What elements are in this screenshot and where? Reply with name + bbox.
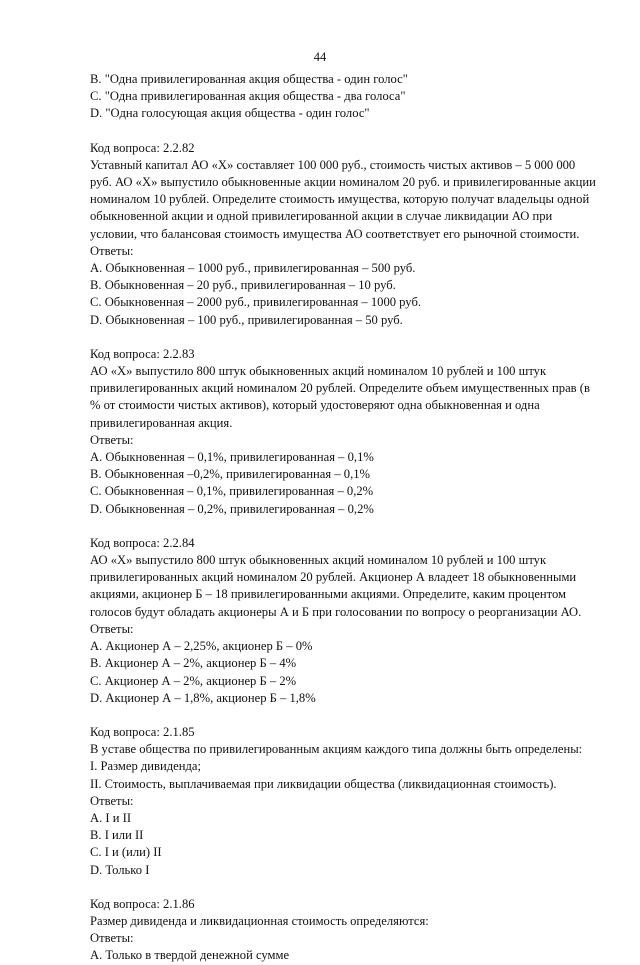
answer-option: D. Акционер А – 1,8%, акционер Б – 1,8% xyxy=(90,690,316,705)
question-text-line: привилегированных акций номиналом 20 рублей. Акционер А владеет 18 обыкновенными xyxy=(90,570,577,585)
question-code: Код вопроса: 2.1.86 xyxy=(90,896,195,911)
answer-option: D. Обыкновенная – 100 руб., привилегированная – 50 руб. xyxy=(90,312,403,327)
answer-option: C. Акционер А – 2%, акционер Б – 2% xyxy=(90,673,297,688)
intro-options xyxy=(90,71,610,123)
answer-option: B. "Одна привилегированная акция общества - один голос" xyxy=(90,72,408,86)
question-text-line: Размер дивиденда и ликвидационная стоимость определяются: xyxy=(90,913,429,928)
answer-option: A. I и II xyxy=(90,810,132,825)
question-text-line: АО «Х» выпустило 800 штук обыкновенных акций номиналом 10 рублей и 100 штук xyxy=(90,364,547,379)
question-2-2-83 xyxy=(90,346,610,518)
question-code: Код вопроса: 2.2.83 xyxy=(90,346,195,361)
answer-option: C. I и (или) II xyxy=(90,845,162,860)
question-text-line: руб. АО «Х» выпустило обыкновенные акции номиналом 20 руб. и привилегированные акции xyxy=(90,175,596,190)
question-code: Код вопроса: 2.2.82 xyxy=(90,140,195,155)
answer-option: D. "Одна голосующая акция общества - один голос" xyxy=(90,106,370,121)
answer-option: B. I или II xyxy=(90,828,144,843)
question-text-line: Уставный капитал АО «Х» составляет 100 000 руб., стоимость чистых активов – 5 000 000 xyxy=(90,157,576,172)
answers-label: Ответы: xyxy=(90,432,134,447)
answers-label: Ответы: xyxy=(90,243,134,258)
question-text-line: II. Стоимость, выплачиваемая при ликвидации общества (ликвидационная стоимость). xyxy=(90,776,557,791)
answer-option: D. Обыкновенная – 0,2%, привилегированная – 0,2% xyxy=(90,501,374,516)
question-text-line: условии, что балансовая стоимость имущества АО соответствует его рыночной стоимости. xyxy=(90,226,580,241)
question-code: Код вопроса: 2.2.84 xyxy=(90,535,195,550)
answer-option: A. Обыкновенная – 1000 руб., привилегированная – 500 руб. xyxy=(90,261,416,276)
answer-option: C. "Одна привилегированная акция общества - два голоса" xyxy=(90,89,406,104)
answer-option: A. Акционер А – 2,25%, акционер Б – 0% xyxy=(90,639,313,654)
question-2-1-86 xyxy=(90,896,610,965)
question-2-1-85 xyxy=(90,724,610,879)
page-content xyxy=(90,71,610,965)
question-text-line: % от стоимости чистых активов), который удостоверяют одна обыкновенная и одна xyxy=(90,398,540,413)
question-text-line: АО «Х» выпустило 800 штук обыкновенных акций номиналом 10 рублей и 100 штук xyxy=(90,553,547,568)
question-text-line: обыкновенной акции и одной привилегированной акции в случае ликвидации АО при xyxy=(90,209,553,224)
answers-label: Ответы: xyxy=(90,621,134,636)
question-text-line: В уставе общества по привилегированным акциям каждого типа должны быть определены: xyxy=(90,742,583,757)
answer-option: A. Обыкновенная – 0,1%, привилегированная – 0,1% xyxy=(90,450,374,465)
question-code: Код вопроса: 2.1.85 xyxy=(90,724,195,739)
question-2-2-82 xyxy=(90,140,610,329)
answer-option: B. Акционер А – 2%, акционер Б – 4% xyxy=(90,656,297,671)
question-2-2-84 xyxy=(90,535,610,707)
question-text-line: I. Размер дивиденда; xyxy=(90,759,201,774)
question-text-line: номиналом 10 рублей. Определите стоимость имущества, которую получат владельцы одной xyxy=(90,192,590,207)
answer-option: B. Обыкновенная –0,2%, привилегированная – 0,1% xyxy=(90,467,371,482)
answer-option: D. Только I xyxy=(90,862,150,877)
question-text-line: акциями, акционер Б – 18 привилегированными акциями. Определите, каким процентом xyxy=(90,587,567,602)
answer-option: B. Обыкновенная – 20 руб., привилегированная – 10 руб. xyxy=(90,278,396,293)
answer-option: A. Только в твердой денежной сумме xyxy=(90,948,290,963)
answer-option: C. Обыкновенная – 0,1%, привилегированная – 0,2% xyxy=(90,484,374,499)
question-text-line: привилегированная акция. xyxy=(90,415,233,430)
answers-label: Ответы: xyxy=(90,931,134,946)
question-text-line: привилегированных акций номиналом 20 рублей. Определите объем имущественных прав (в xyxy=(90,381,590,396)
page-number: 44 xyxy=(313,50,327,64)
answers-label: Ответы: xyxy=(90,793,134,808)
answer-option: C. Обыкновенная – 2000 руб., привилегированная – 1000 руб. xyxy=(90,295,421,310)
question-text-line: голосов будут обладать акционеры А и Б при голосовании по вопросу о реорганизации АО. xyxy=(90,604,582,619)
